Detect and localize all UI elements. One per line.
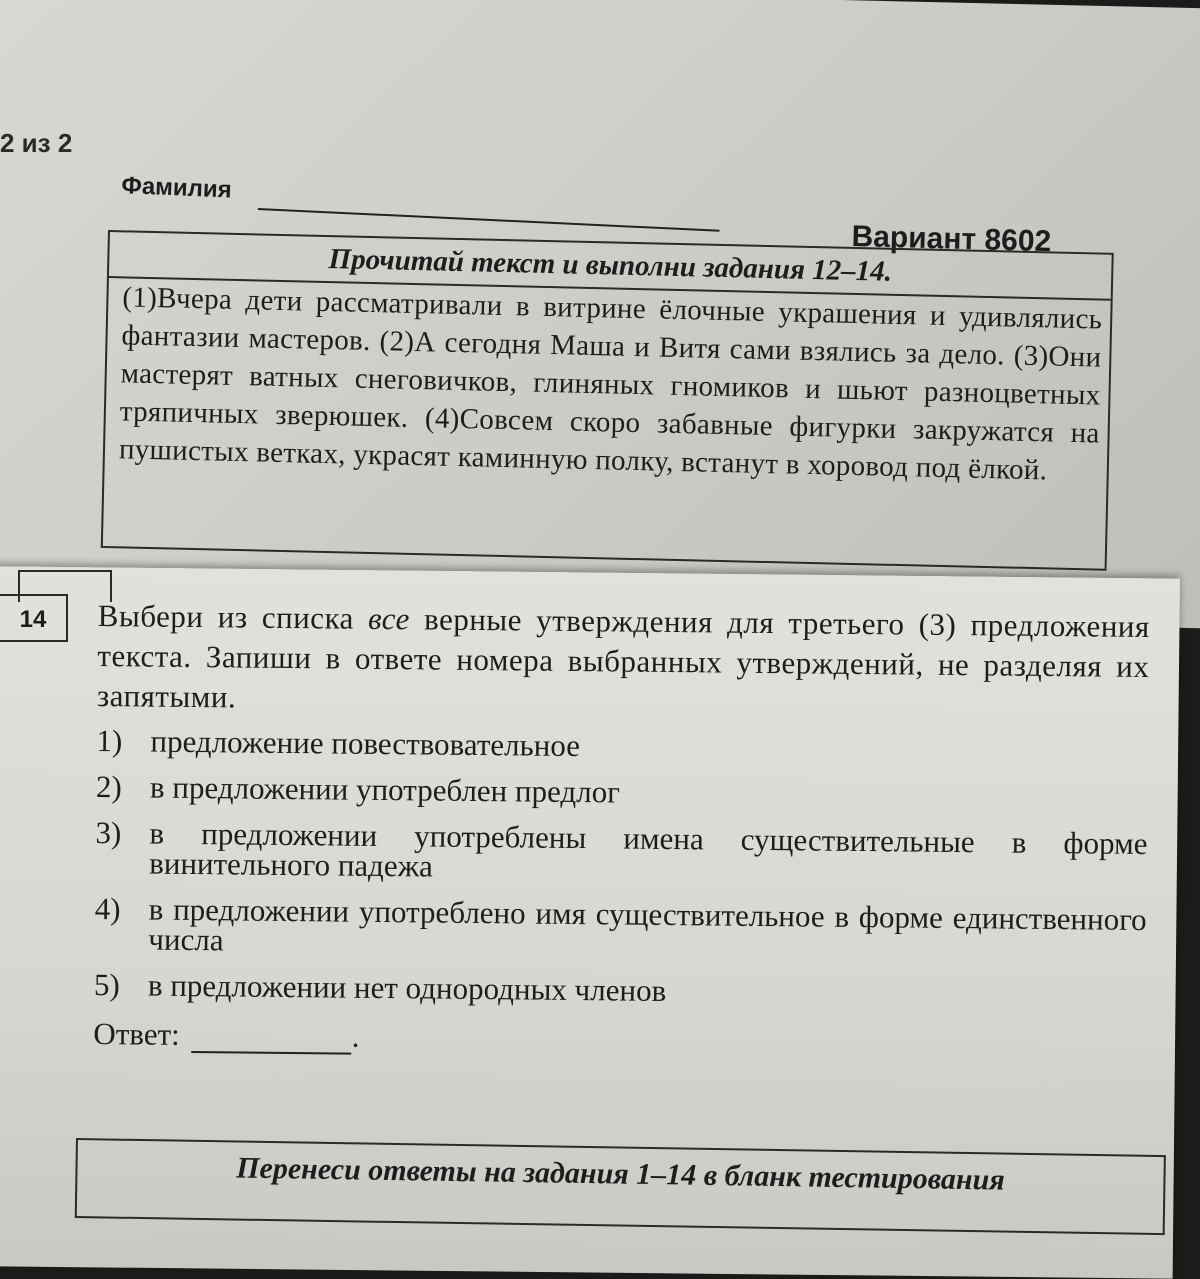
- option-item: [95, 768, 1148, 813]
- transfer-instruction: Перенеси ответы на задания 1–14 в бланк тестирования: [235, 1151, 1006, 1197]
- task-question: [97, 596, 1150, 727]
- page-number: 2 из 2: [0, 128, 73, 158]
- answer-field[interactable]: [192, 1027, 352, 1055]
- option-item: [94, 890, 1147, 965]
- reading-text: (1)Вчера дети рассматривали в витрине ёлочные украшения и удивлялись фантазии мастеров. (2)А сегодня Маша и Витя сами взялись за дело. (3)Они мастерят ватных снеговичков, глиняных гномиков и шьют разноцветных тряпичных зверюшек. (4)Совсем скоро забавные фигурки закружатся на пушистых ветках, украсят каминную полку, встанут в хоровод под ёлкой.: [118, 281, 1103, 487]
- option-number: 2): [95, 768, 123, 805]
- transfer-instruction-box: [75, 1138, 1166, 1235]
- option-text: в предложении употреблен предлог: [149, 769, 621, 810]
- task-number: 14: [0, 594, 68, 642]
- question-part-2: верные утверждения для третьего (3) предложения текста. Запиши в ответе номера выбранных утверждений, не разделяя их запятыми.: [96, 601, 1150, 715]
- answer-label: Ответ:: [93, 1015, 180, 1052]
- reading-text-box: [101, 230, 1114, 571]
- option-text: в предложении нет однородных членов: [147, 967, 667, 1008]
- option-text: в предложении употреблено имя существительное в форме единственного числа: [148, 891, 1147, 958]
- option-item: [96, 722, 1148, 767]
- option-number: 4): [94, 890, 121, 927]
- answer-end: .: [351, 1018, 360, 1054]
- option-number: 1): [96, 722, 123, 759]
- option-number: 5): [93, 966, 120, 1003]
- variant-label: Вариант 8602: [851, 220, 1052, 259]
- option-number: 3): [95, 814, 122, 851]
- options-list: [93, 722, 1149, 1011]
- question-emphasis: все: [367, 600, 411, 637]
- reading-instruction: Прочитай текст и выполни задания 12–14.: [109, 232, 1112, 301]
- option-item: [93, 966, 1146, 1011]
- question-part-1: Выбери из списка: [97, 597, 369, 636]
- task-14: [93, 596, 1150, 1063]
- option-item: [95, 814, 1148, 889]
- surname-label: Фамилия: [120, 172, 233, 204]
- option-text: предложение повествовательное: [150, 723, 581, 764]
- option-text: в предложении употреблены имена существительные в форме винительного падежа: [149, 815, 1148, 884]
